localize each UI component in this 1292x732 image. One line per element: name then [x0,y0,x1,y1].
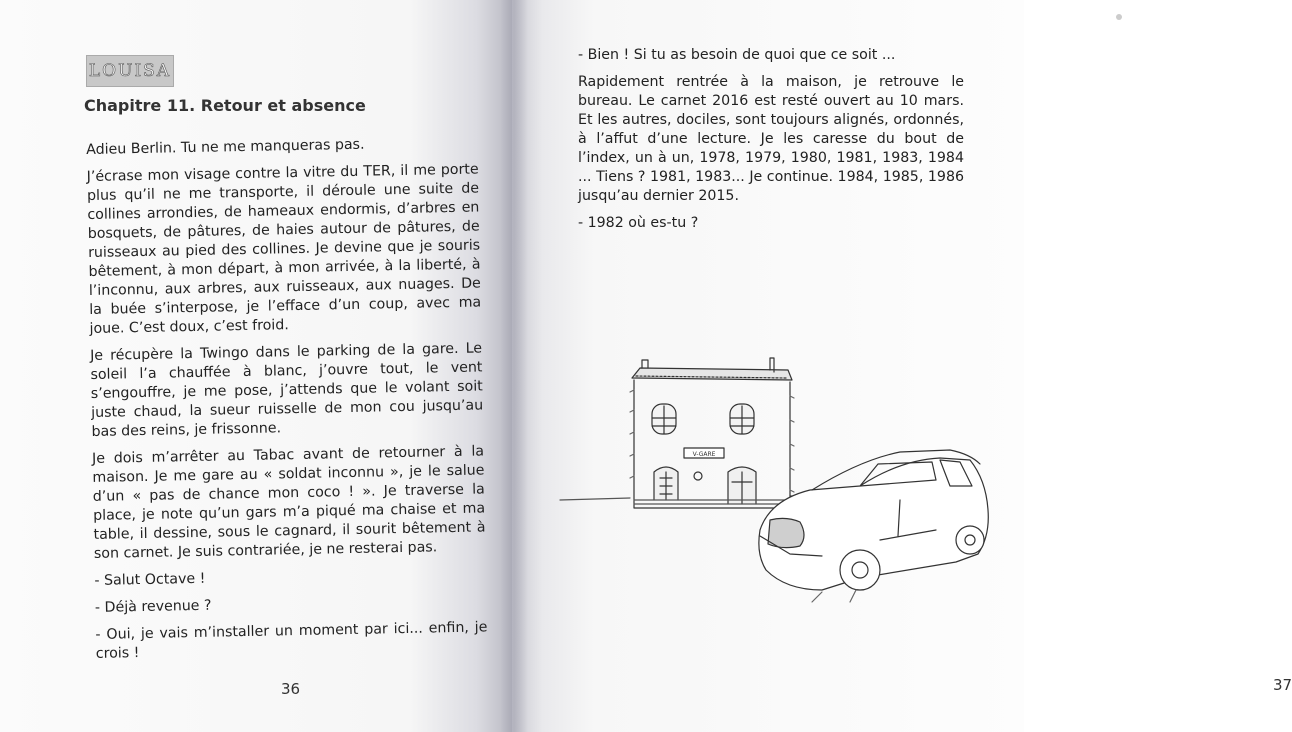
chapter-tag [86,55,174,87]
dialogue-line: - Déjà revenue ? [94,597,212,616]
dialogue-line: - Salut Octave ! [94,570,206,589]
house-sign: V-GARE [692,451,716,458]
paragraph: Adieu Berlin. Tu ne me manqueras pas. [86,136,365,158]
car-drawing [759,450,988,602]
right-page-text [578,46,964,241]
paragraph: Je récupère la Twingo dans le parking de la gare. Le soleil l’a chauffée à blanc, j’ouvre tout, le vent s’engouffre, je me pose, j’attends que le volant soit juste chaud, la sueur ruisselle de mon cou jusqu’au bas des reins, je frissonne. [89,340,484,440]
chapter-title: Chapitre 11. Retour et absence [84,96,366,115]
dialogue-line: - Bien ! Si tu as besoin de quoi que ce soit ... [578,47,896,63]
page-number-left: 36 [281,680,301,698]
chapter-tag-label: LOUISA [88,61,172,81]
paragraph: Rapidement rentrée à la maison, je retrouve le bureau. Le carnet 2016 est resté ouvert au 10 mars. Et les autres, dociles, sont toujours alignés, ordonnés, à l’affut d’une lecture. Je les caresse du bout de l’index, un à un, 1978, 1979, 1980, 1981, 1983, 1984 ... Tiens ? 1981, 1983... Je continue. 1984, 1985, 1986 jusqu’au dernier 2015. [578,74,964,204]
book-gutter [500,0,528,732]
paper-speck [1116,14,1122,20]
dialogue-line: - 1982 où es-tu ? [578,215,699,231]
page-number-right: 37 [1273,676,1292,694]
dialogue-line: - Oui, je vais m’installer un moment par ici... enfin, je crois ! [95,619,488,662]
left-page [0,0,512,732]
paragraph: Je dois m’arrêter au Tabac avant de retourner à la maison. Je me gare au « soldat inconnu », je le salue d’un « pas de chance mon coco ! ». Je traverse la place, je note qu’un gars m’a piqué ma chaise et ma table, il dessine, sous le cagnard, il sourit bêtement à son carnet. Je suis contrariée, je ne resterai pas. [91,443,486,562]
house-and-car-illustration [560,340,1000,630]
house-drawing [630,358,794,508]
left-page-text [86,133,488,671]
paragraph: J’écrase mon visage contre la vitre du TER, il me porte plus qu’il ne me transporte, il déroule une suite de collines arrondies, de hameaux endormis, d’arbres en bosquets, de pâtures, de haies autour de pâtures, de ruisseaux au pied des collines. Je devine que je souris bêtement, à mon départ, à mon arrivée, à la liberté, à l’inconnu, aux arbres, aux ruisseaux, aux nuages. De la buée s’interpose, je l’efface d’un coup, avec ma joue. C’est doux, c’est froid. [86,161,482,337]
